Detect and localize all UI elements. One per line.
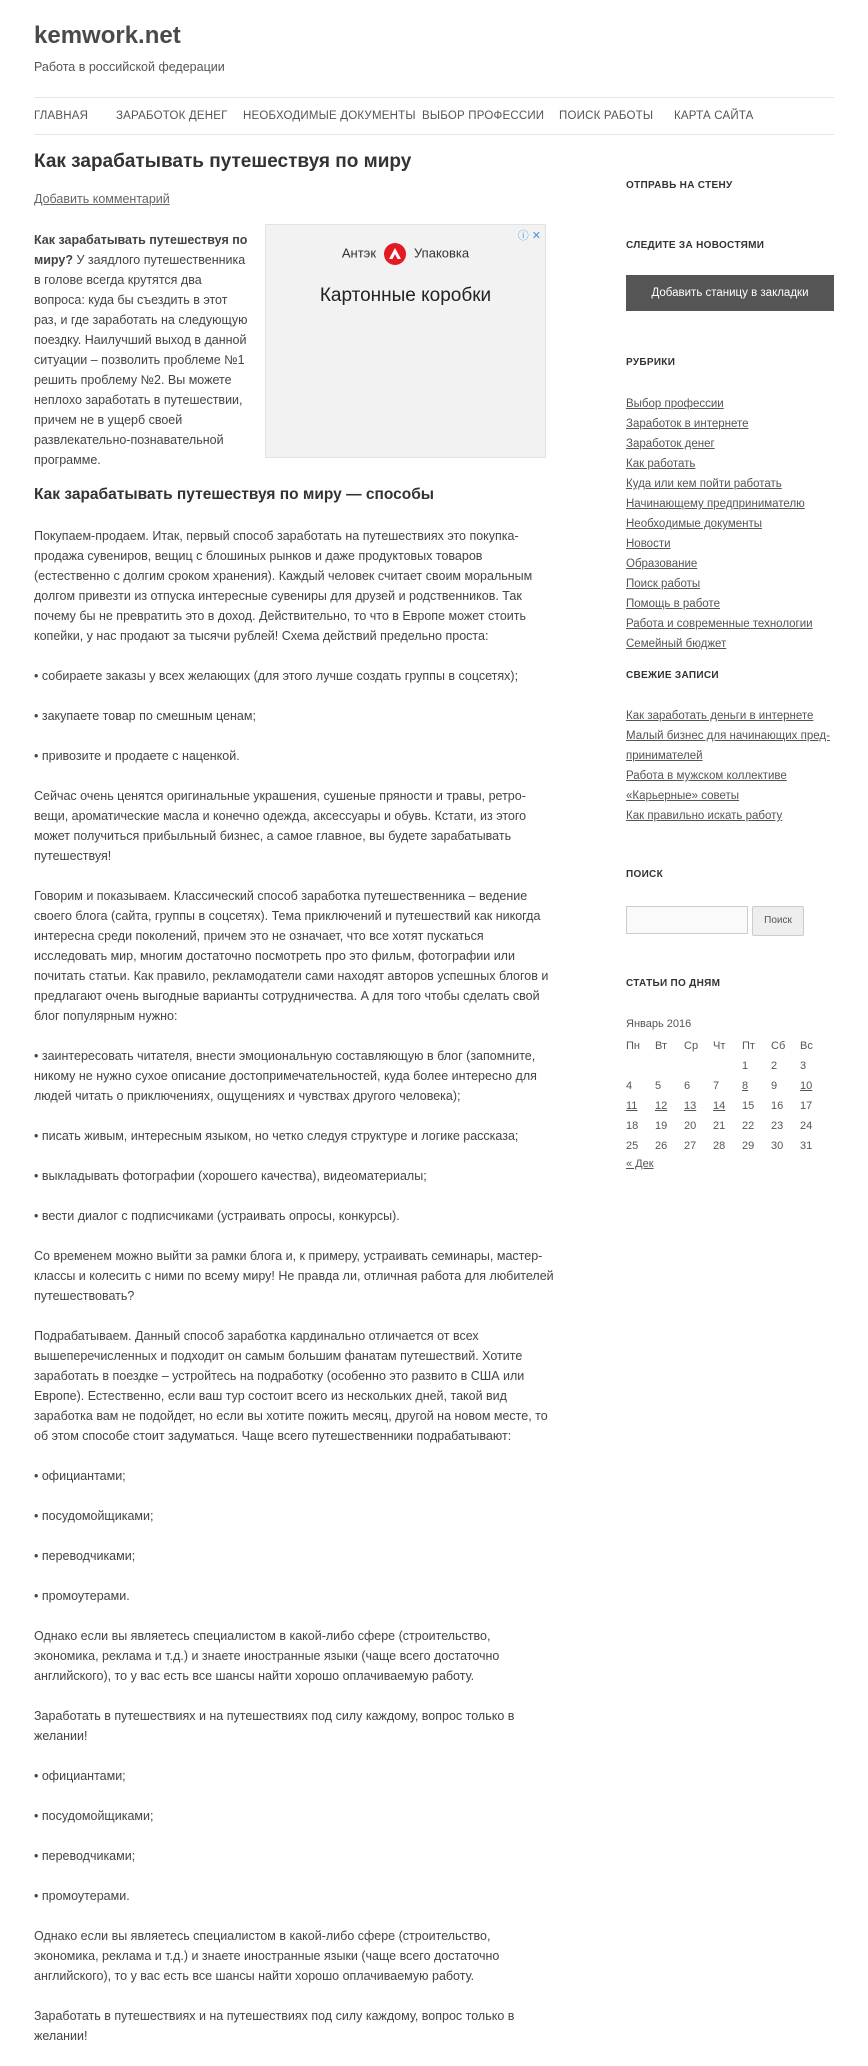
category-link[interactable]: Помощь в работе [626,598,720,610]
calendar-weekday: Чт [713,1040,726,1052]
calendar-day [713,1136,742,1156]
widget-title-wall: ОТПРАВЬ НА СТЕНУ [626,180,733,191]
site-title[interactable]: kemwork.net [34,22,181,49]
calendar-day [626,1076,655,1096]
ad-brand-suffix: Упаковка [414,245,470,261]
category-link[interactable]: Заработок денег [626,438,715,450]
list-item: • выкладывать фотографии (хорошего качества), видеоматериалы; [34,1169,427,1183]
widget-title-search: ПОИСК [626,869,663,880]
calendar-day-number: 25 [626,1140,639,1152]
nav-item-earning[interactable]: ЗАРАБОТОК ДЕНЕГ [116,110,228,122]
intro-text [34,230,248,470]
calendar-weekday: Вт [655,1040,668,1052]
list-item: • промоутерами. [34,1589,130,1603]
intro-block [34,224,554,470]
calendar-day [742,1136,771,1156]
calendar-day [800,1116,829,1136]
calendar-day-number: 30 [771,1140,784,1152]
calendar-day-number: 21 [713,1120,726,1132]
paragraph: Подрабатываем. Данный способ заработка кардинально отличается от всех вышеперечисленных и подходит он самым большим фанатам путешествий. Хотите заработать в поездке – устройтесь на подработку (особенно это развито в США или Европе). Естественно, если ваш тур состоит всего из нескольких дней, такой вид заработка вам не подойдет, но если вы хотите пожить месяц, другой на новом месте, то об этом способе стоит задуматься. Чаще всего путешественники подрабатывают: [34,1329,548,1443]
category-link[interactable]: Образование [626,558,698,570]
search-button[interactable]: Поиск [752,906,804,936]
calendar-day [800,1096,829,1116]
list-item: • писать живым, интересным языком, но четко следуя структуре и логике рассказа; [34,1129,519,1143]
recent-post-link[interactable]: Как правильно искать работу [626,810,783,822]
intro-bold: Как зарабатывать путешествуя по миру? [34,233,248,267]
bookmark-button[interactable]: Добавить станицу в закладки [626,275,834,311]
calendar-day-number: 17 [800,1100,813,1112]
list-item: • привозите и продаете с наценкой. [34,749,240,763]
calendar-weekday: Ср [684,1040,699,1052]
calendar-day-number: 26 [655,1140,668,1152]
calendar-day[interactable] [800,1076,829,1096]
article [34,150,554,2066]
calendar-day-number: 1 [742,1060,749,1072]
calendar-day-number: 23 [771,1120,784,1132]
paragraph: Заработать в путешествиях и на путешествиях под силу каждому, вопрос только в желании! [34,2009,515,2043]
calendar-day [655,1076,684,1096]
widget-title-follow: СЛЕДИТЕ ЗА НОВОСТЯМИ [626,240,765,251]
list-item: • закупаете товар по смешным ценам; [34,709,256,723]
ad-banner[interactable] [265,224,546,458]
ad-headline: Картонные коробки [319,285,492,306]
nav-item-sitemap[interactable]: КАРТА САЙТА [674,110,754,122]
calendar-weekday: Пт [742,1040,755,1052]
calendar-prev-link[interactable]: « Дек [626,1158,654,1170]
calendar-weekday: Сб [771,1040,786,1052]
calendar-day-number: 27 [684,1140,697,1152]
widget-title-categories: РУБРИКИ [626,357,676,368]
paragraph: Говорим и показываем. Классический способ заработка путешественника – ведение своего блога (сайта, группы в соцсетях). Тема приключений и путешествий как никогда интересна среди поколений, причем это не означает, что все хотят пускаться исследовать мир, многим достаточно посмотреть про это фильм, фотографии или почитать статьи. Как правило, рекламодатели сами находят авторов успешных блогов и предлагают очень выгодные варианты сотрудничества. А для того чтобы сделать свой блог популярным нужно: [34,889,549,1023]
calendar-day-number: 22 [742,1120,755,1132]
calendar-day [742,1116,771,1136]
intro-rest: У заядлого путешественника в голове всегда крутятся два вопроса: куда бы съездить в этот раз, и где заработать на следующую поездку. Наилучший выход в данной ситуации – позволить проблеме №1 решить проблему №2. Вы можете неплохо заработать в путешествии, причем не в ущерб своей развлекательно-познавательной программе. [34,253,248,467]
paragraph: Со временем можно выйти за рамки блога и, к примеру, устраивать семинары, мастер-классы и колесить с ними по всему миру! Не правда ли, отличная работа для любителей путешествовать? [34,1249,554,1303]
list-item: • заинтересовать читателя, внести эмоциональную составляющую в блог (запомните, никому не нужно сухое описание достопримечательностей, куда более интересно для людей читать о приключениях, ощущениях и чувствах другого человека); [34,1049,537,1103]
calendar-day[interactable] [655,1096,684,1116]
paragraph: Покупаем-продаем. Итак, первый способ заработать на путешествиях это покупка-продажа сувениров, вещиц с блошиных рынков и даже продуктовых товаров (естественно с долгим сроком хранения). Каждый человек считает своим моральным долгом привезти из отпуска интересные сувениры для друзей и родственников. Так почему бы не превратить это в доход. Действительно, то что в Европе может стоить копейки, у нас продают за тысячи рублей! Схема действий предельно проста: [34,529,533,643]
nav-item-home[interactable]: ГЛАВНАЯ [34,110,89,122]
list-item: • официантами; [34,1769,126,1783]
category-link[interactable]: Куда или кем пойти работать [626,478,782,490]
calendar-day [684,1116,713,1136]
section-heading: Как зарабатывать путешествуя по миру — способы [34,486,435,503]
calendar-day-number[interactable]: 10 [800,1080,813,1092]
site-description: Работа в российской федерации [34,60,225,74]
calendar-day-number: 29 [742,1140,755,1152]
calendar-day-number: 4 [626,1080,633,1092]
calendar-day[interactable] [684,1096,713,1116]
widget-title-calendar: СТАТЬИ ПО ДНЯМ [626,978,721,989]
category-link[interactable]: Начинающему предпринимателю [626,498,805,510]
calendar-day[interactable] [713,1096,742,1116]
calendar-day [742,1056,771,1076]
recent-post-link[interactable]: принимателей [626,750,703,762]
calendar-day-number: 16 [771,1100,784,1112]
calendar-day [771,1076,800,1096]
category-link[interactable]: Поиск работы [626,578,701,590]
nav-item-profession[interactable]: ВЫБОР ПРОФЕССИИ [422,110,545,122]
calendar-day [713,1076,742,1096]
calendar-day-number[interactable]: 8 [742,1080,749,1092]
calendar-day-number[interactable]: 12 [655,1100,668,1112]
ad-brand: Антэк [341,245,376,261]
category-link[interactable]: Новости [626,538,671,550]
calendar-day-number: 7 [713,1080,720,1092]
recent-post-link[interactable]: Работа в мужском коллективе [626,770,787,782]
calendar-day [771,1056,800,1076]
category-link[interactable]: Семейный бюджет [626,638,727,650]
widget-title-recent: СВЕЖИЕ ЗАПИСИ [626,670,719,681]
paragraph: Заработать в путешествиях и на путешествиях под силу каждому, вопрос только в желании! [34,1709,515,1743]
list-item: • посудомойщиками; [34,1809,154,1823]
category-link[interactable]: Работа и современные технологии [626,618,813,630]
calendar-day-number: 28 [713,1140,726,1152]
calendar-day-number: 6 [684,1080,691,1092]
calendar-caption: Январь 2016 [626,1018,692,1030]
list-item: • промоутерами. [34,1889,130,1903]
ad-choices-icon[interactable]: ⓘ ✕ [517,230,541,242]
calendar-day [626,1056,655,1076]
recent-post-link[interactable]: Малый бизнес для начинающих пред- [626,730,830,742]
search-input[interactable] [626,906,748,934]
calendar-day-number: 20 [684,1120,697,1132]
calendar-day [800,1056,829,1076]
calendar-day [684,1136,713,1156]
calendar-day-number: 2 [771,1060,778,1072]
calendar-table [626,1036,829,1156]
calendar-day-number: 24 [800,1120,813,1132]
post-title: Как зарабатывать путешествуя по миру [34,151,412,172]
calendar-day [655,1136,684,1156]
calendar-day [655,1116,684,1136]
calendar-day [800,1136,829,1156]
list-item: • переводчиками; [34,1849,136,1863]
calendar-day-number: 15 [742,1100,755,1112]
ad-brand-row [266,243,545,265]
category-link[interactable]: Как работать [626,458,696,470]
paragraph: Однако если вы являетесь специалистом в какой-либо сфере (строительство, экономика, реклама и т.д.) и знаете иностранные языки (чаще всего достаточно английского), то у вас есть все шансы найти хорошо оплачиваемую работу. [34,1629,500,1683]
calendar-day [742,1096,771,1116]
calendar-day-number: 9 [771,1080,778,1092]
category-link[interactable]: Выбор профессии [626,398,724,410]
calendar-day [713,1056,742,1076]
add-comment-link[interactable]: Добавить комментарий [34,192,170,206]
calendar-day [771,1116,800,1136]
ad-logo-icon [384,243,406,265]
calendar-day [771,1136,800,1156]
category-link[interactable]: Необходимые документы [626,518,763,530]
calendar-day [771,1096,800,1116]
calendar-day[interactable] [626,1096,655,1116]
main-nav [34,97,834,135]
article-body [34,526,554,2046]
calendar-day-number[interactable]: 14 [713,1100,726,1112]
list-item: • собираете заказы у всех желающих (для этого лучше создать группы в соцсетях); [34,669,519,683]
calendar-day-number: 31 [800,1140,813,1152]
calendar-day-number: 3 [800,1060,807,1072]
calendar-day [684,1056,713,1076]
list-item: • посудомойщиками; [34,1509,154,1523]
calendar-day [684,1076,713,1096]
calendar-day[interactable] [742,1076,771,1096]
nav-item-job-search[interactable]: ПОИСК РАБОТЫ [559,110,654,122]
calendar-weekday: Вс [800,1040,813,1052]
calendar-day [626,1136,655,1156]
calendar-day-number: 19 [655,1120,668,1132]
calendar-weekday: Пн [626,1040,640,1052]
calendar-day [655,1056,684,1076]
calendar-day-number: 18 [626,1120,639,1132]
category-link[interactable]: Заработок в интернете [626,418,749,430]
list-item: • вести диалог с подписчиками (устраивать опросы, конкурсы). [34,1209,400,1223]
calendar-day-number[interactable]: 13 [684,1100,697,1112]
calendar-day [713,1116,742,1136]
recent-post-link[interactable]: Как заработать деньги в интернете [626,710,814,722]
nav-item-documents[interactable]: НЕОБХОДИМЫЕ ДОКУМЕНТЫ [243,110,416,122]
calendar-day-number: 5 [655,1080,662,1092]
recent-post-link[interactable]: «Карьерные» советы [626,790,740,802]
list-item: • переводчиками; [34,1549,136,1563]
paragraph: Сейчас очень ценятся оригинальные украшения, сушеные пряности и травы, ретро-вещи, ароматические масла и конечно одежда, аксессуары и обувь. Кстати, из этого может получиться прибыльный бизнес, а самое главное, вы будете зарабатывать путешествуя! [34,789,527,863]
calendar-day-number[interactable]: 11 [626,1100,638,1112]
list-item: • официантами; [34,1469,126,1483]
paragraph: Однако если вы являетесь специалистом в какой-либо сфере (строительство, экономика, реклама и т.д.) и знаете иностранные языки (чаще всего достаточно английского), то у вас есть все шансы найти хорошо оплачиваемую работу. [34,1929,500,1983]
calendar-day [626,1116,655,1136]
